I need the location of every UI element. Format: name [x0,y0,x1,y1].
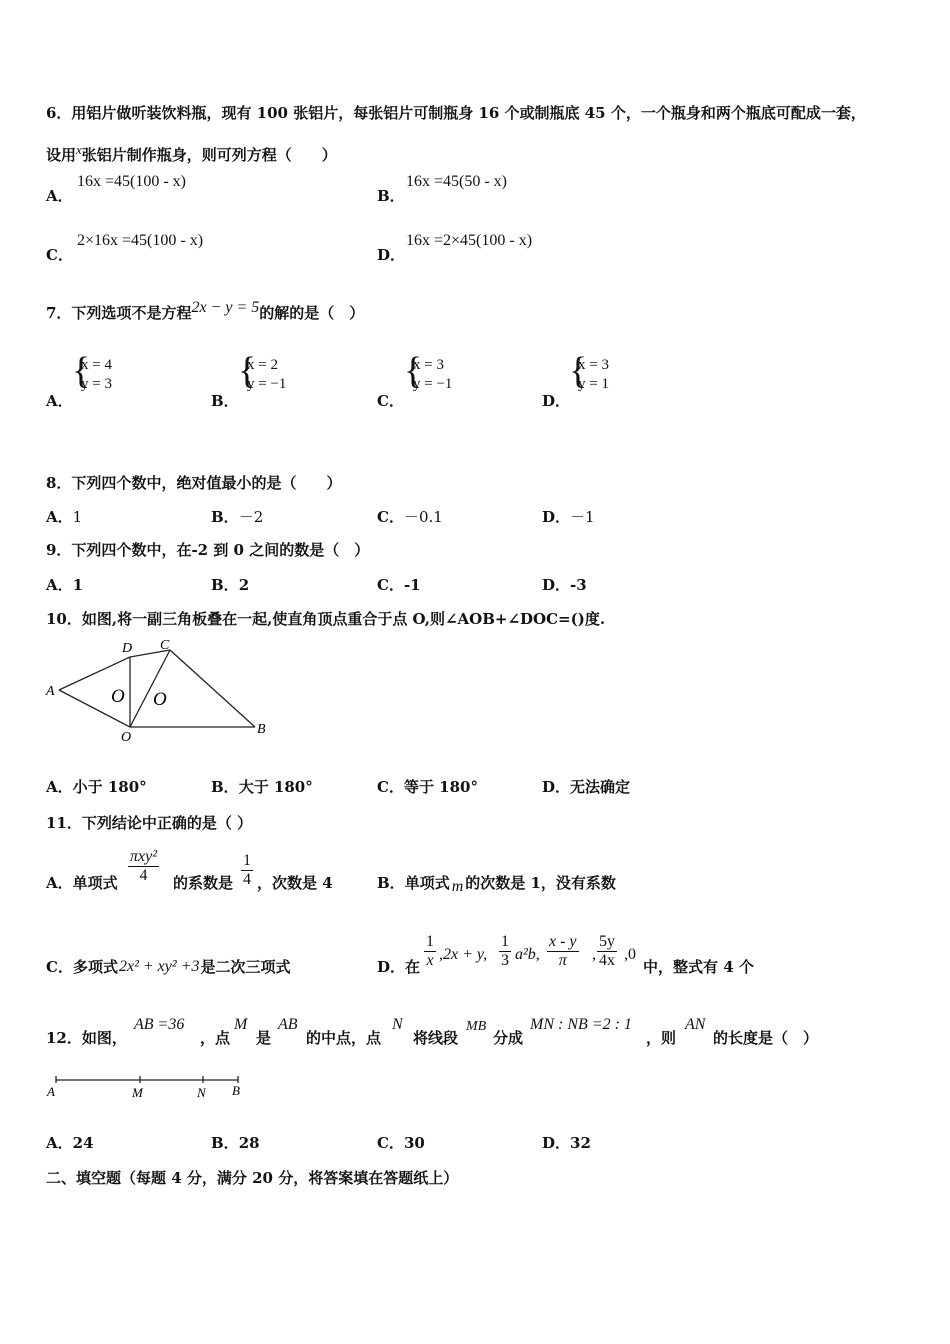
q12-option-a [46,1134,94,1152]
q6-stem-pre: 设用 [46,146,77,164]
q7-b-row1: x = 2 [247,357,278,373]
q11-option-d-label [377,958,420,976]
q12-m: M [234,1016,248,1033]
q11-option-b [377,874,616,893]
q8-stem: 8．下列四个数中，绝对值最小的是（ ） [46,474,342,492]
q11-option-a-label [46,874,118,892]
q6-option-d-eq: 16x =2×45(100 - x) [406,232,533,249]
q7-option-c-label: C． [377,392,404,410]
numerator: πxy² [130,848,158,865]
q12-t7: 的长度是（ ） [713,1029,819,1047]
option-label: A． [46,778,73,796]
q11-a-fraction-1 [128,848,159,885]
q10-option-b [211,778,313,796]
option-value: －2 [238,508,264,526]
option-value: 30 [403,1134,425,1152]
option-value: -3 [570,576,587,594]
q12-option-c [377,1134,425,1152]
q11-d-sep-4: ,0 [624,946,636,963]
arc-mark-left: O [111,686,125,707]
q11-a-mid: 的系数是 [173,874,234,892]
q7-d-row2: y = 1 [578,376,609,392]
option-label: B． [211,778,239,796]
q12-stem-pre: 12．如图， [46,1029,127,1047]
option-label: D． [377,958,406,976]
option-value: 等于 180° [403,778,478,796]
option-label: C． [377,508,404,526]
q12-t1: ，点 [200,1029,231,1047]
q12-t6: ，则 [646,1029,677,1047]
label-n: N [197,1085,206,1100]
label-a: A [47,1084,55,1099]
label-d: D [122,641,133,656]
q7-d-row1: x = 3 [578,357,609,373]
q7-stem-pre: 7．下列选项不是方程 [46,304,192,322]
option-label: A． [46,576,73,594]
q12-option-b [211,1134,260,1152]
q6-option-c-eq: 2×16x =45(100 - x) [77,232,204,249]
option-value: 24 [72,1134,94,1152]
q11-a-post: ，次数是 4 [257,874,333,892]
q11-a-pre: 单项式 [72,874,118,892]
option-label: D． [542,508,571,526]
q6-stem-line2 [46,141,337,164]
q11-d-fraction-2 [499,933,511,970]
q11-c-expr: 2x² + xy² +3 [118,958,200,975]
option-value: -1 [403,576,421,594]
q7-option-b-label: B． [211,392,239,410]
option-label: C． [377,1134,404,1152]
q7-a-row2: y = 3 [81,376,112,392]
label-o: O [121,730,132,745]
q11-stem: 11．下列结论中正确的是（ ） [46,814,253,832]
numerator: 1 [426,933,434,950]
q11-b-post: 的次数是 1，没有系数 [465,874,616,892]
q10-triangles-figure [40,635,280,747]
option-label: B． [211,1134,239,1152]
arc-mark-right: O [153,689,167,710]
label-a: A [46,684,55,699]
option-label: C． [377,778,404,796]
label-b: B [232,1083,240,1098]
option-label: D． [542,778,571,796]
option-value: 28 [238,1134,260,1152]
numerator: 5y [599,933,615,950]
q12-ab: AB [278,1016,298,1033]
denominator: π [547,951,579,970]
option-value: 小于 180° [72,778,147,796]
left-brace-icon: { [569,350,588,392]
q12-t5: 分成 [493,1029,524,1047]
q11-d-post: 中，整式有 4 个 [643,958,754,976]
q12-ratio: MN : NB =2 : 1 [530,1016,632,1033]
option-label: C． [46,958,73,976]
q7-option-b-system [238,350,308,396]
q9-stem: 9．下列四个数中，在-2 到 0 之间的数是（ ） [46,541,370,559]
denominator: 4x [599,952,615,969]
q8-option-d [542,508,595,526]
option-label: A． [46,508,73,526]
numerator: 1 [243,852,251,869]
q10-stem: 10．如图,将一副三角板叠在一起,使直角顶点重合于点 O,则∠AOB+∠DOC=()度. [46,610,606,628]
numerator: 1 [501,933,509,950]
option-value: 2 [238,576,250,594]
q6-option-b-eq: 16x =45(50 - x) [406,173,508,190]
q7-stem-post: 的解的是（ ） [259,304,365,322]
option-label: D． [542,576,571,594]
q10-option-c [377,778,478,796]
q11-c-post: 是二次三项式 [200,958,291,976]
option-label: A． [46,874,73,892]
q11-a-fraction-2 [241,852,253,889]
option-value: 无法确定 [570,778,631,796]
option-value: 大于 180° [238,778,313,796]
option-value: 1 [72,508,83,526]
q7-option-d-system [569,350,629,396]
option-label: B． [211,576,239,594]
q7-stem-eq: 2x − y = 5 [191,299,260,316]
label-m: M [132,1085,143,1100]
q8-option-b [211,508,263,526]
q7-c-row1: x = 3 [413,357,444,373]
q12-option-d [542,1134,591,1152]
q11-b-pre: 单项式 [404,874,450,892]
q12-ab-eq: AB =36 [134,1016,185,1033]
q7-option-a-system [72,350,132,396]
q12-mb: MB [466,1019,487,1034]
label-b: B [257,722,266,737]
q6-option-b-label: B． [377,187,405,205]
q9-option-d [542,576,587,594]
q11-d-sep-1: ,2x + y, [439,946,488,963]
q8-option-c [377,508,443,526]
section-2-heading: 二、填空题（每题 4 分，满分 20 分，将答案填在答题纸上） [46,1169,459,1187]
denominator: 4 [243,871,251,888]
q11-d-pre: 在 [405,958,421,976]
q10-option-a [46,778,147,796]
left-brace-icon: { [72,350,91,392]
q11-d-sep-3: , [592,946,596,963]
q12-n: N [392,1016,403,1033]
left-brace-icon: { [238,350,257,392]
q12-t3: 的中点，点 [306,1029,382,1047]
option-label: B． [211,508,239,526]
q11-d-sep-2: a²b, [515,946,540,963]
q7-option-a-label: A． [46,392,73,410]
q11-d-fraction-1 [424,933,436,970]
q6-option-d-label: D． [377,246,406,264]
numerator: x - y [549,933,577,950]
q7-stem [46,299,365,323]
q12-t2: 是 [256,1029,272,1047]
denominator: 3 [501,952,509,969]
option-label: C． [377,576,404,594]
q7-option-d-label: D． [542,392,571,410]
option-value: －1 [570,508,595,526]
label-c: C [160,638,170,653]
q7-b-row2: y = −1 [247,376,287,392]
q12-t4: 将线段 [413,1029,459,1047]
option-label: B． [377,874,405,892]
q11-d-fraction-3 [547,933,579,970]
denominator: 4 [128,866,159,885]
segment-cb [170,650,255,727]
option-value: 1 [72,576,84,594]
option-label: A． [46,1134,73,1152]
q6-option-a-label: A． [46,187,73,205]
q6-option-c-label: C． [46,246,73,264]
option-value: 32 [570,1134,591,1152]
q11-b-var: m [451,878,464,895]
q7-option-c-system [404,350,474,396]
q6-stem-line1: 6．用铝片做听装饮料瓶，现有 100 张铝片，每张铝片可制瓶身 16 个或制瓶底 45 个，一个瓶身和两个瓶底可配成一套， [46,104,866,122]
q6-var: x [76,142,82,157]
q8-option-a [46,508,82,526]
q11-c-pre: 多项式 [72,958,118,976]
q12-segment-figure [44,1068,254,1104]
q11-option-c [46,958,290,977]
q6-stem-post: 张铝片制作瓶身，则可列方程（ ） [81,146,337,164]
q7-a-row1: x = 4 [81,357,112,373]
left-brace-icon: { [404,350,423,392]
option-value: －0.1 [403,508,443,526]
q10-option-d [542,778,630,796]
q7-c-row2: y = −1 [413,376,453,392]
option-label: D． [542,1134,571,1152]
q9-option-c [377,576,421,594]
q12-an: AN [685,1016,706,1033]
q6-option-a-eq: 16x =45(100 - x) [77,173,187,190]
q9-option-b [211,576,249,594]
denominator: x [424,951,436,970]
q11-d-fraction-4 [597,933,617,970]
q9-option-a [46,576,83,594]
